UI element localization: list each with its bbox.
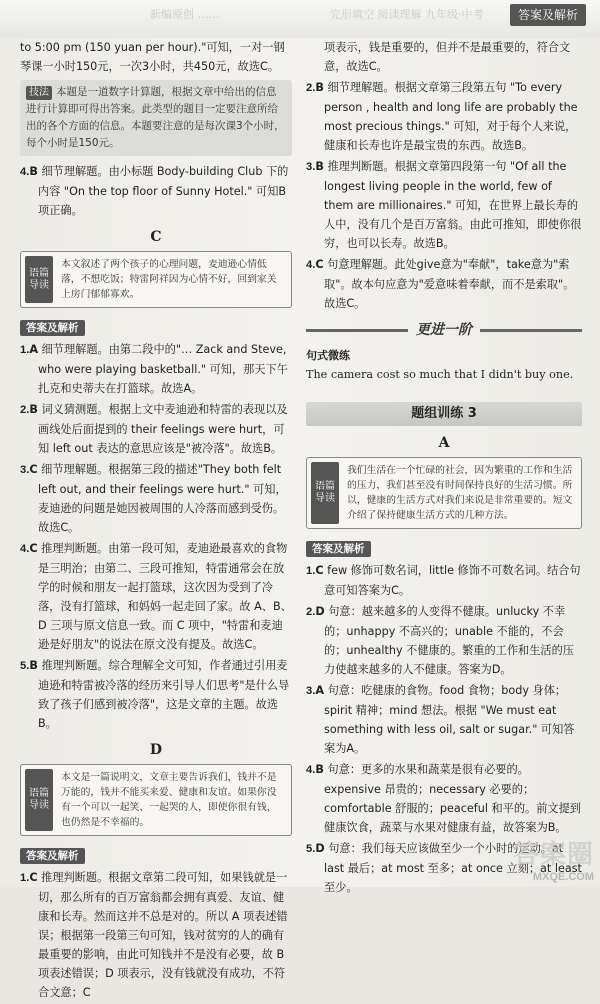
item-answer: B (315, 763, 324, 776)
item-answer: A (315, 684, 325, 697)
item-answer: D (315, 842, 325, 855)
item-text: 句意：吃健康的食物。food 食物；body 身体；spirit 精神；mind 想法。根据 "We must eat something with less oil, salt or sugar." 可知答案为A。 (324, 684, 575, 755)
top-bar (0, 0, 600, 38)
divider-line (480, 329, 582, 332)
item-number: 4. (306, 764, 316, 776)
section-letter-d: D (149, 742, 163, 758)
list-item (306, 561, 582, 600)
item-answer: A (29, 343, 39, 356)
list-item (20, 539, 292, 654)
exercise-title: 题组训练 3 (306, 402, 582, 426)
item-text: 词义猜测题。根据上文中麦迪逊和特雷的表现以及画线处后面提到的 their feelings were hurt，可知 left out 表达的意思应该是"被冷落"。故选B。 (38, 403, 288, 455)
item-text: few 修饰可数名词，little 修饰不可数名词。结合句意可知答案为C。 (324, 564, 581, 597)
item-answer: B (315, 160, 324, 173)
item-number: 4. (20, 543, 30, 555)
list-item (20, 656, 292, 733)
item-answer: B (29, 659, 38, 672)
item-number: 4. (306, 259, 316, 271)
item-answer: D (315, 605, 325, 618)
list-item (306, 78, 582, 155)
item-text: 句意：我们每天应该做至少一个小时的运动。at last 最后；at most 至多；at once 立刻；at least 至少。 (324, 842, 582, 894)
item-number: 3. (20, 464, 30, 476)
item-answer: C (315, 258, 324, 271)
item-text: 细节理解题。根据文章第三段第五句 "To every person , health and long life are probably the most precious things." 可知，对于每个人来说，健康和长寿也许是最宝贵的东西。故选B。 (324, 81, 578, 152)
guide-text: 我们生活在一个忙碌的社会，因为繁重的工作和生活的压力，我们甚至没有时间保持良好的生活习惯。所以，健康的生活方式对我们来说是非常重要的。短文介绍了保持健康生活方式的几种方法。 (347, 465, 573, 521)
list-item (20, 340, 292, 398)
list-item (20, 162, 292, 220)
item-number: 3. (306, 685, 316, 697)
item-answer: C (315, 564, 324, 577)
advance-divider (306, 321, 582, 340)
item-answer: B (315, 81, 324, 94)
item-text: 推理判断题。由第一段可知，麦迪逊最喜欢的食物是三明治；由第二、三段可推知，特雷通常会在放学的时候和朋友一起打篮球，这次因为受到了冷落，没有打篮球，和妈妈一起走回了家。故 A、B、D 三项与原文信息一致。而 C 项中，"特雷和麦迪逊是好朋友"的说法在原文没有提及。故选C。 (38, 542, 292, 651)
item-number: 2. (306, 606, 316, 618)
watermark-sub: MXQE.COM (532, 871, 594, 883)
guide-box-c (20, 251, 292, 308)
section-letter-c: C (150, 229, 162, 245)
item-text: 句意：更多的水果和蔬菜是很有必要的。expensive 昂贵的；necessary 必要的；comfortable 舒服的；peaceful 和平的。前文提到健康饮食，蔬菜与水果对健康有益，故答案为B。 (324, 763, 581, 834)
watermark-main: 答案圈 (512, 839, 594, 869)
tip-box (20, 80, 292, 156)
item-text: 句意：越来越多的人变得不健康。unlucky 不幸的；unhappy 不高兴的；unable 不能的，不会的；unhealthy 不健康的。繁重的工作和生活的压力使越来越多的人不健康。答案为D。 (324, 605, 574, 676)
guide-tag: 语篇导读 (25, 256, 53, 303)
left-column (20, 38, 292, 1004)
header-label: 答案及解析 (510, 4, 586, 26)
guide-box-a (306, 457, 582, 529)
guide-text: 本文是一篇说明文，文章主要告诉我们，钱并不是万能的，钱并不能买来爱、健康和友谊。如果你没有一个可以一起笑、一起哭的人，即使你很有钱，也仍然是不幸福的。 (61, 772, 277, 828)
section-letter-a: A (438, 435, 450, 451)
drill-sentence: The camera cost so much that I didn't buy one. (306, 368, 574, 381)
item-number: 1. (20, 872, 30, 884)
item-number: 1. (306, 565, 316, 577)
item-text: 推理判断题。根据文章第二段可知，如果钱就是一切，那么所有的百万富翁都会拥有真爱、友谊、健康和长寿。然而这并不总是对的。所以 A 项表述错误；根据第一段第三句可知，钱对贫穷的人的确有最重要的影响，由此可知钱并不是没有必要，故 B 项表述错误；D 项表示，没有钱就没有成功，不符合文意；C (38, 871, 288, 999)
item-text: 细节理解题。根据第三段的描述"They both felt left out, and their feelings were hurt." 可知，麦迪逊的问题是她因被周围的人冷落而感到受伤。故选C。 (38, 463, 287, 534)
watermark (513, 834, 594, 883)
answer-heading-c: 答案及解析 (20, 320, 85, 336)
list-item (306, 602, 582, 679)
advance-title: 更进一阶 (416, 322, 472, 338)
item-text: 句意理解题。此处give意为"奉献"，take意为"索取"。故本句应意为"爱意味着奉献，而不是索取"。故选C。 (324, 258, 575, 310)
continued-text: 项表示，钱是重要的，但并不是最重要的，符合文意，故选C。 (324, 41, 571, 73)
answer-heading-d: 答案及解析 (20, 848, 85, 864)
item-answer: C (29, 542, 38, 555)
item-text: 细节理解题。由第二段中的"… Zack and Steve, who were playing basketball." 可知，那天下午扎克和史蒂夫在打篮球。故选A。 (38, 343, 288, 395)
item-number: 2. (306, 82, 316, 94)
guide-tag: 语篇导读 (311, 462, 339, 524)
tip-text: 本题是一道数字计算题，根据文章中给出的信息进行计算即可得出答案。此类型的题目一定要注意所给出的各个方面的信息。本题要注意的是每次课3个小时，每个小时是150元。 (26, 86, 285, 149)
right-column (306, 38, 582, 899)
item-number: 4. (20, 166, 30, 178)
item-text: 推理判断题。综合理解全文可知，作者通过引用麦迪逊和特雷被冷落的经历来引导人们思考"是什么导致了孩子们感到被冷落"，这是文章的主题。故选B。 (38, 659, 290, 730)
item-text: 推理判断题。根据文章第四段第一句 "Of all the longest living people in the world, few of them are millionaires." 可知，在世界上最长寿的人中，没有几个是百万富翁。由此可推知，即使你很穷，也可以长寿。故选B。 (324, 160, 582, 250)
list-item (306, 760, 582, 837)
header-ghost-right: 完形填空 阅读理解 九年级·中考 (330, 8, 484, 21)
list-item (306, 681, 582, 758)
item-number: 1. (20, 344, 30, 356)
item-number: 5. (20, 660, 30, 672)
answer-heading-a: 答案及解析 (306, 541, 371, 557)
item-answer: C (29, 463, 38, 476)
list-item (306, 157, 582, 253)
list-item (20, 400, 292, 458)
item-number: 2. (20, 404, 30, 416)
guide-tag: 语篇导读 (25, 769, 53, 831)
divider-line (306, 329, 408, 332)
guide-text: 本文叙述了两个孩子的心理问题，麦迪逊心情低落，不想吃饭；特雷阿祥因为心情不好，回到家关上房门郁郁寡欢。 (61, 259, 277, 300)
list-item (20, 460, 292, 537)
item-answer: B (29, 165, 38, 178)
drill-subtitle: 句式微练 (306, 349, 350, 362)
item-answer: B (29, 403, 38, 416)
list-item (20, 868, 292, 1002)
item-text: 细节理解题。由小标题 Body-building Club 下的内容 "On the top floor of Sunny Hotel." 可知B项正确。 (38, 165, 289, 217)
list-item (306, 255, 582, 313)
header-ghost-left: 新编原创 …… (150, 8, 220, 21)
item-answer: C (29, 871, 38, 884)
item-number: 3. (306, 161, 316, 173)
guide-box-d (20, 764, 292, 836)
tip-tag: 技法 (26, 86, 52, 100)
item-number: 5. (306, 843, 316, 855)
intro-text: to 5:00 pm (150 yuan per hour)."可知，一对一钢琴课一小时150元，一次3小时，共450元，故选C。 (20, 41, 285, 73)
